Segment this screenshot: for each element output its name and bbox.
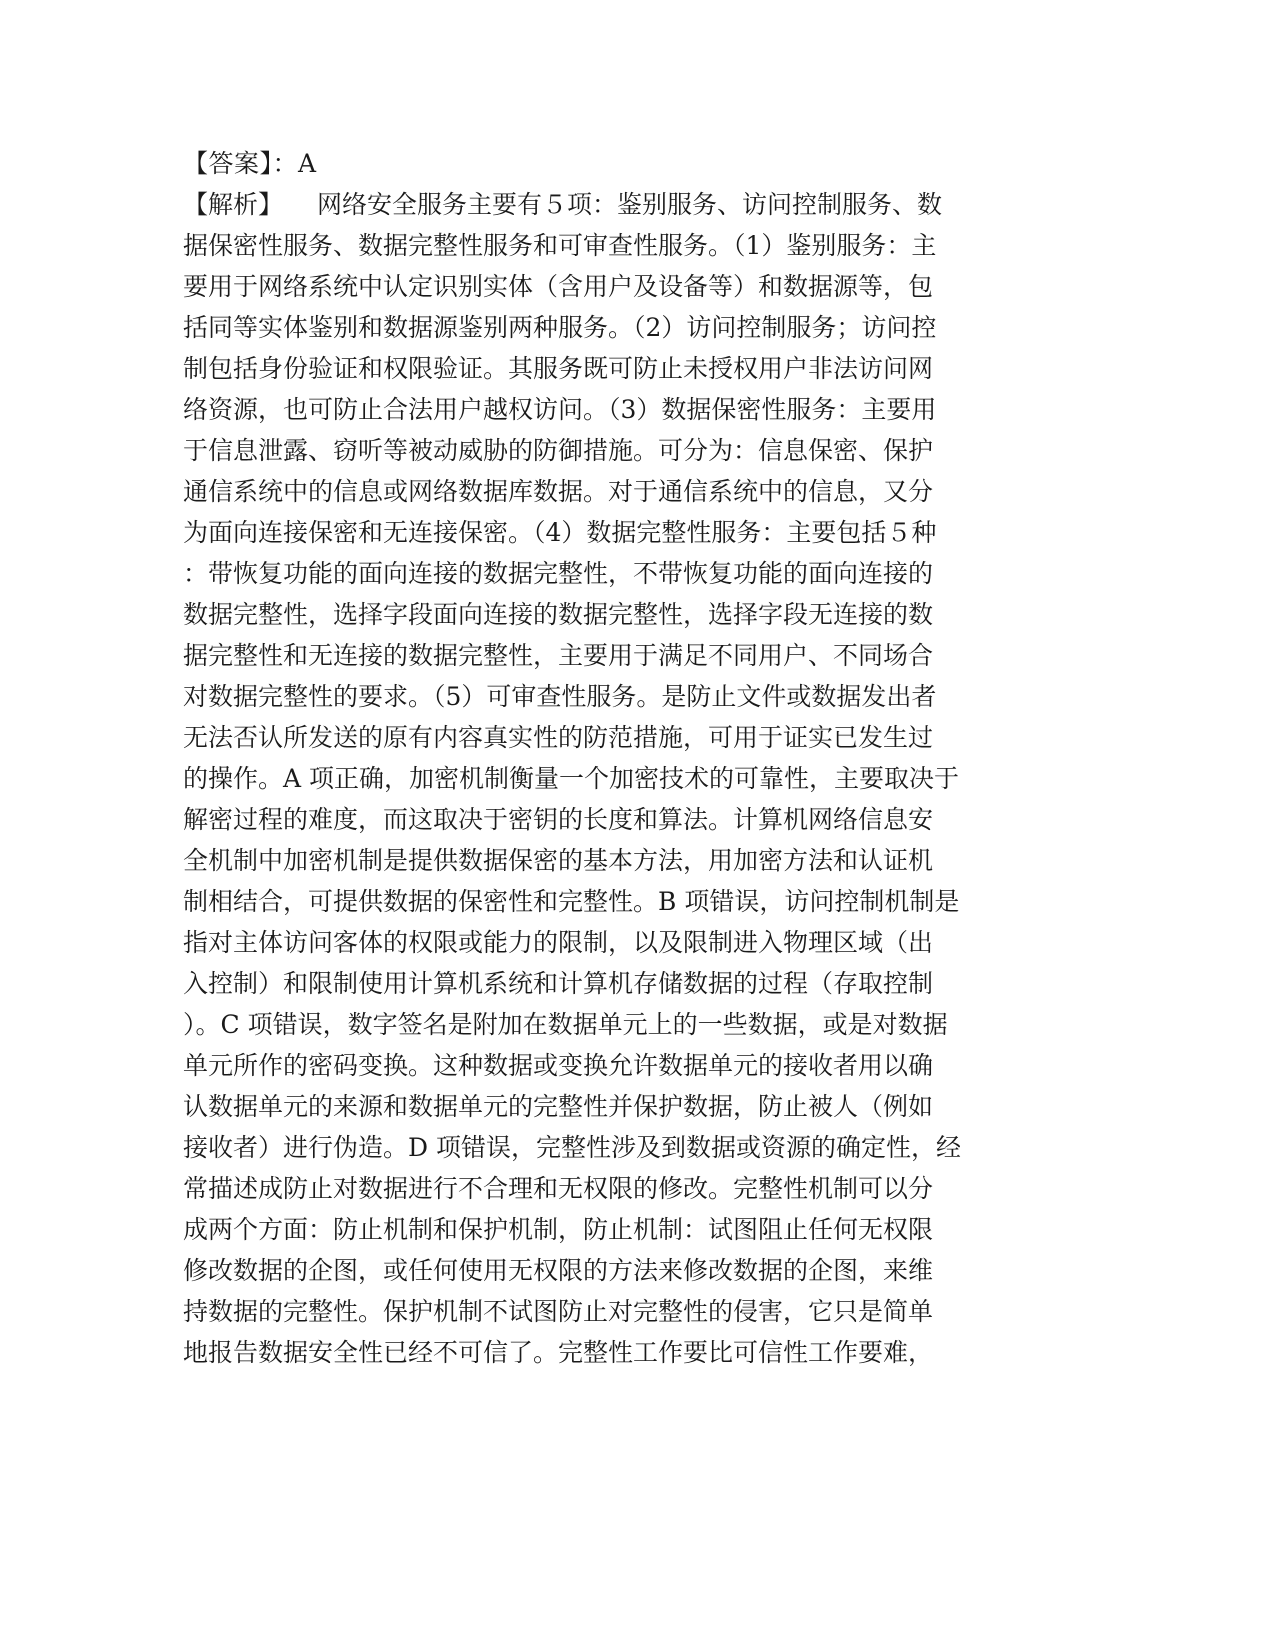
analysis-text-line: 的操作。A 项正确，加密机制衡量一个加密技术的可靠性，主要取决于 [183, 764, 960, 793]
analysis-text-line: 网络安全服务主要有５项：鉴别服务、访问控制服务、数 [317, 190, 943, 219]
analysis-text-line: 接收者）进行伪造。D 项错误，完整性涉及到数据或资源的确定性，经 [183, 1133, 961, 1162]
analysis-text-line: 认数据单元的来源和数据单元的完整性并保护数据，防止被人（例如 [183, 1092, 934, 1121]
analysis-text-line: ：带恢复功能的面向连接的数据完整性，不带恢复功能的面向连接的 [183, 559, 934, 588]
analysis-text-line: 地报告数据安全性已经不可信了。完整性工作要比可信性工作要难， [183, 1338, 934, 1367]
answer-label: 【答案】 [183, 149, 273, 178]
answer-value: A [298, 149, 317, 178]
answer-separator: ： [272, 149, 299, 178]
analysis-text-line: 入控制）和限制使用计算机系统和计算机存储数据的过程（存取控制 [183, 969, 934, 998]
document-body [183, 143, 1043, 1373]
analysis-line-1 [183, 184, 1043, 225]
analysis-text-line: 制相结合，可提供数据的保密性和完整性。B 项错误，访问控制机制是 [183, 887, 960, 916]
analysis-text-line: 无法否认所发送的原有内容真实性的防范措施，可用于证实已发生过 [183, 723, 934, 752]
analysis-text-line: 于信息泄露、窃听等被动威胁的防御措施。可分为：信息保密、保护 [183, 436, 934, 465]
analysis-text-line: 持数据的完整性。保护机制不试图防止对完整性的侵害，它只是简单 [183, 1297, 934, 1326]
analysis-text-line: 对数据完整性的要求。（5）可审查性服务。是防止文件或数据发出者 [183, 682, 937, 711]
analysis-text-line: 指对主体访问客体的权限或能力的限制，以及限制进入物理区域（出 [183, 928, 934, 957]
analysis-text-line: 为面向连接保密和无连接保密。（4）数据完整性服务：主要包括５种 [183, 518, 937, 547]
analysis-text-line: 要用于网络系统中认定识别实体（含用户及设备等）和数据源等，包 [183, 272, 934, 301]
analysis-text-line: 通信系统中的信息或网络数据库数据。对于通信系统中的信息，又分 [183, 477, 934, 506]
analysis-text-line: 制包括身份验证和权限验证。其服务既可防止未授权用户非法访问网 [183, 354, 934, 383]
analysis-text-line: 成两个方面：防止机制和保护机制，防止机制：试图阻止任何无权限 [183, 1215, 934, 1244]
analysis-text-line: 据完整性和无连接的数据完整性，主要用于满足不同用户、不同场合 [183, 641, 934, 670]
analysis-label: 【解析】 [183, 190, 284, 219]
answer-line [183, 143, 1043, 184]
analysis-text-line: 解密过程的难度，而这取决于密钥的长度和算法。计算机网络信息安 [183, 805, 934, 834]
analysis-text-line: 修改数据的企图，或任何使用无权限的方法来修改数据的企图，来维 [183, 1256, 934, 1285]
analysis-text-line: 络资源，也可防止合法用户越权访问。（3）数据保密性服务：主要用 [183, 395, 937, 424]
analysis-text-line: 据保密性服务、数据完整性服务和可审查性服务。（1）鉴别服务：主 [183, 231, 937, 260]
analysis-text-line: 数据完整性，选择字段面向连接的数据完整性，选择字段无连接的数 [183, 600, 934, 629]
analysis-text-line: 全机制中加密机制是提供数据保密的基本方法，用加密方法和认证机 [183, 846, 934, 875]
analysis-text-line: 括同等实体鉴别和数据源鉴别两种服务。（2）访问控制服务；访问控 [183, 313, 937, 342]
analysis-text-line: ）。C 项错误，数字签名是附加在数据单元上的一些数据，或是对数据 [183, 1010, 948, 1039]
analysis-text-line: 常描述成防止对数据进行不合理和无权限的修改。完整性机制可以分 [183, 1174, 934, 1203]
analysis-text-line: 单元所作的密码变换。这种数据或变换允许数据单元的接收者用以确 [183, 1051, 934, 1080]
